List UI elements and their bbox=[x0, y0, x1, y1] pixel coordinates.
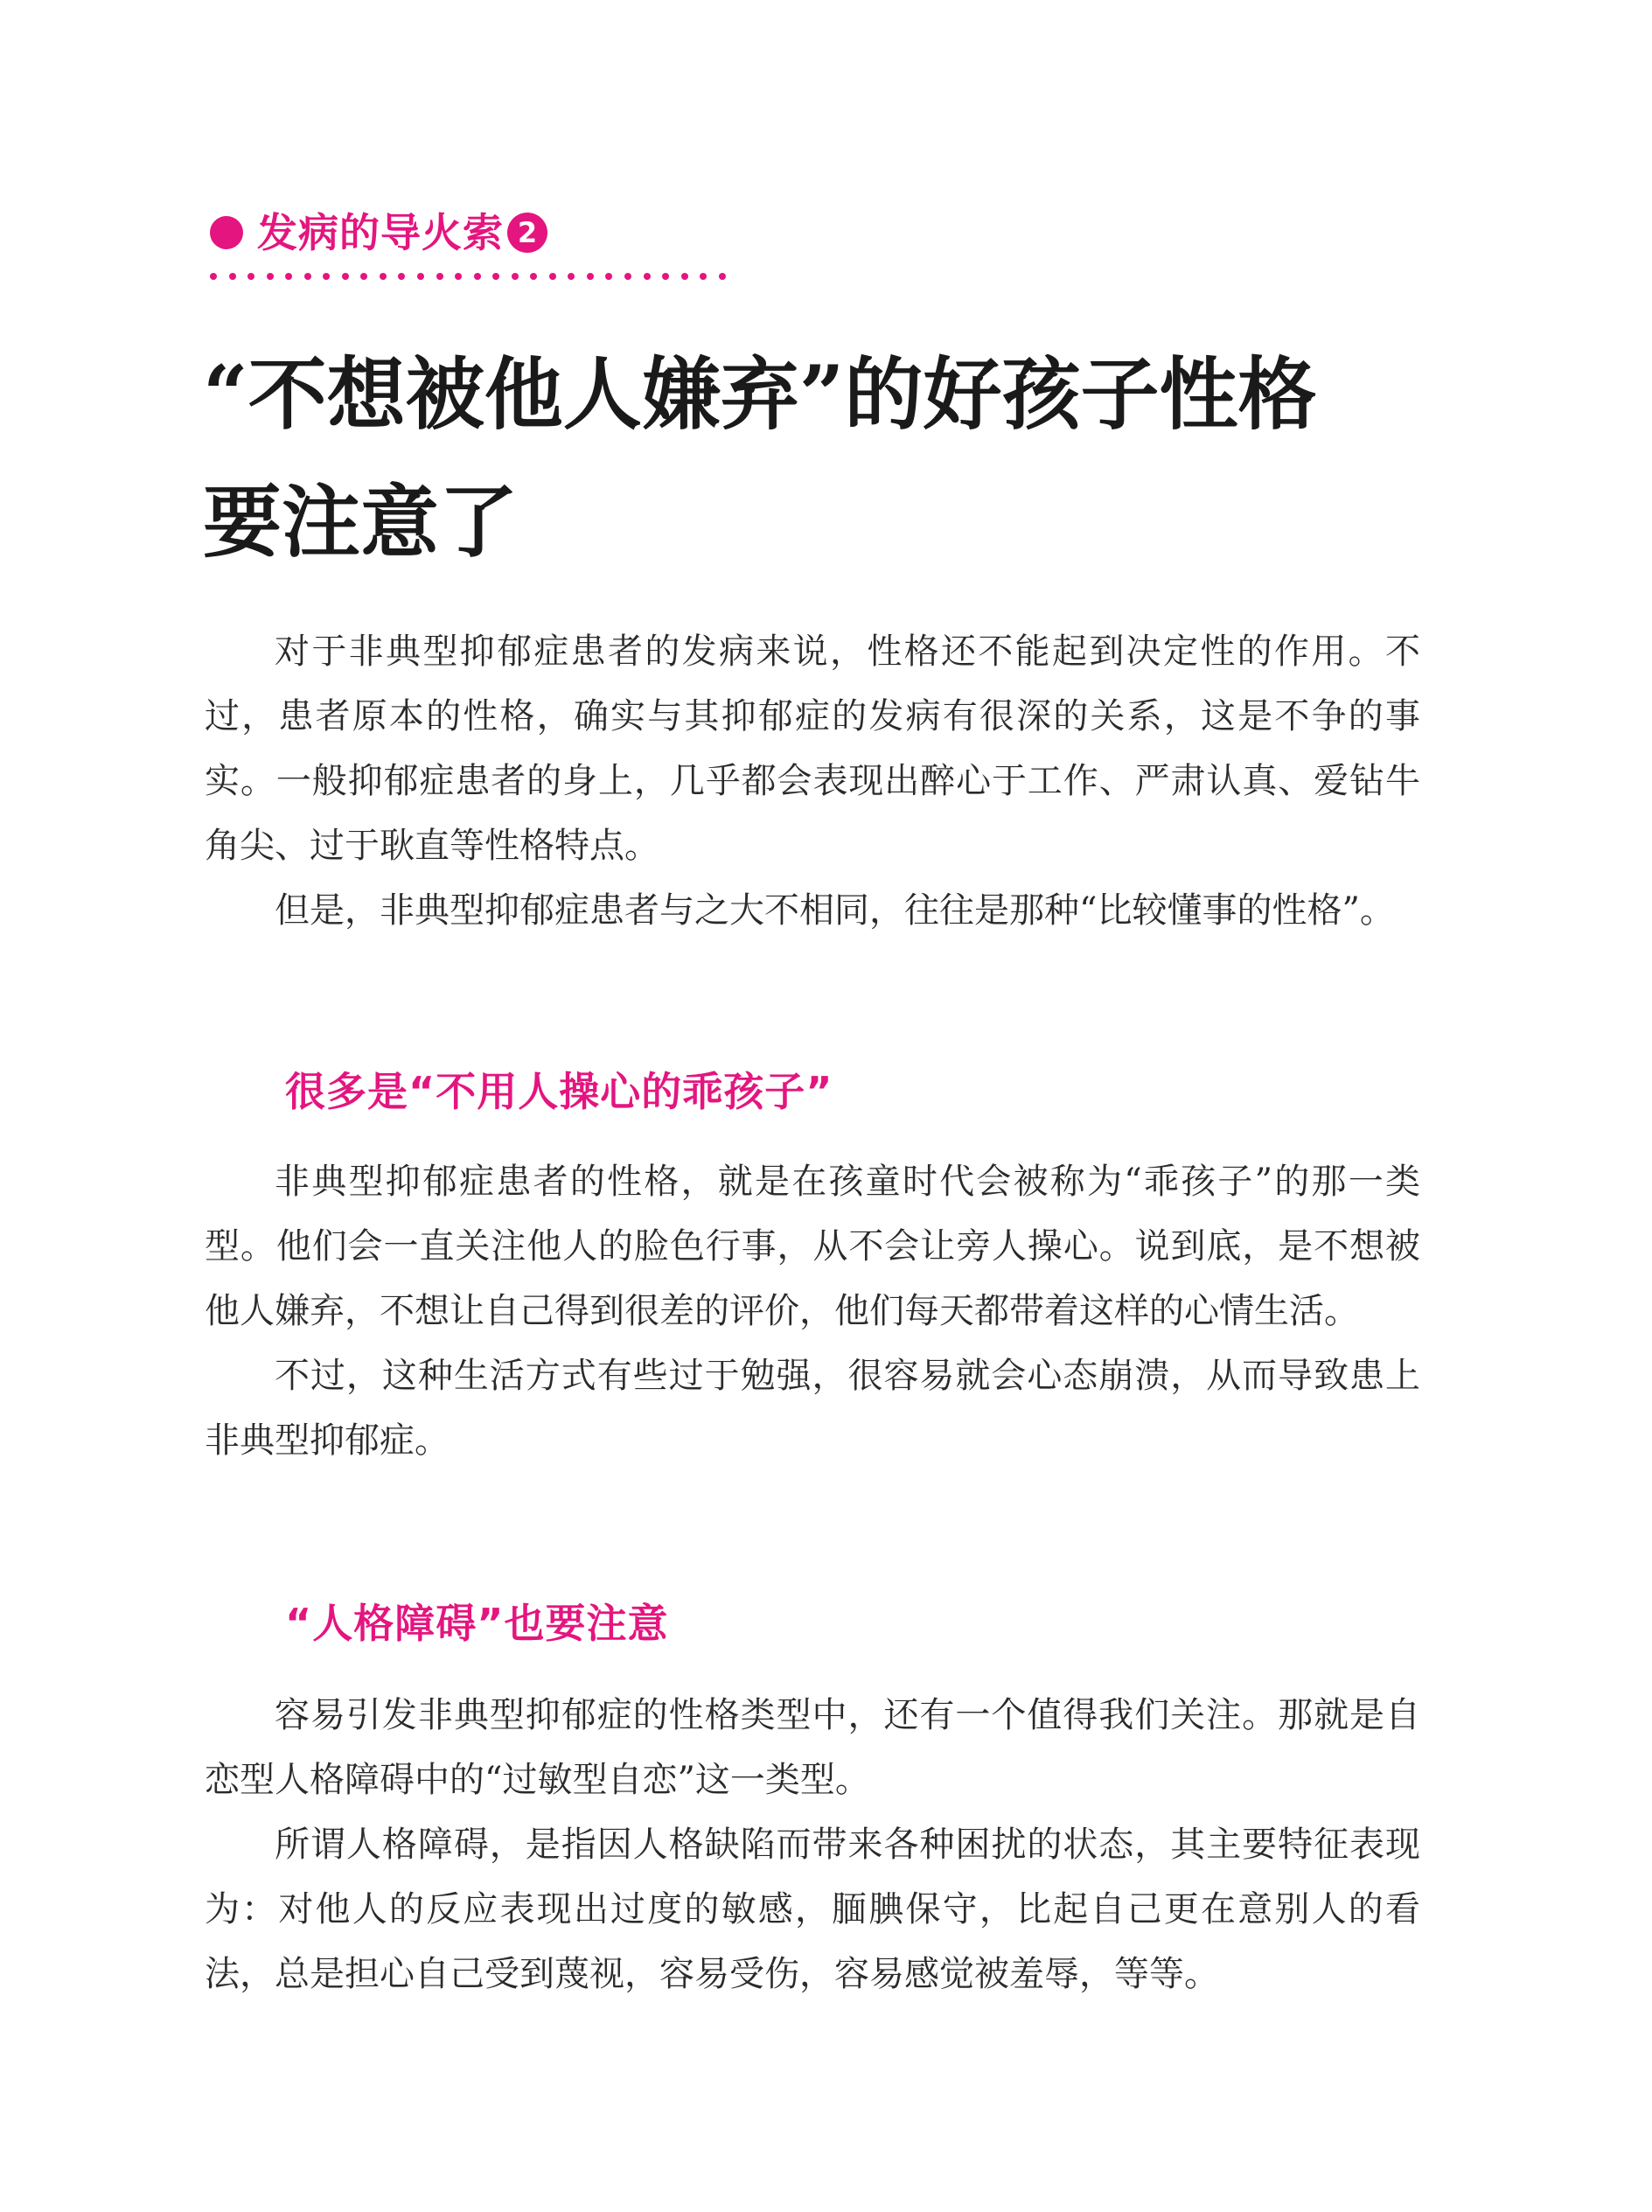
paragraph: 所谓人格障碍，是指因人格缺陷而带来各种困扰的状态，其主要特征表现为：对他人的反应表现出过度的敏感，腼腆保守，比起自己更在意别人的看法，总是担心自己受到蔑视，容易受伤，容易感觉被羞辱，等等。 bbox=[205, 1825, 1420, 1994]
paragraph: 但是，非典型抑郁症患者与之大不相同，往往是那种“比较懂事的性格”。 bbox=[275, 890, 1395, 931]
section-tag bbox=[210, 206, 547, 259]
paragraph: 容易引发非典型抑郁症的性格类型中，还有一个值得我们关注。那就是自恋型人格障碍中的“过敏型自恋”这一类型。 bbox=[205, 1695, 1420, 1800]
paragraph: 对于非典型抑郁症患者的发病来说，性格还不能起到决定性的作用。不过，患者原本的性格，确实与其抑郁症的发病有很深的关系，这是不争的事实。一般抑郁症患者的身上，几乎都会表现出醉心于工作、严肃认真、爱钻牛角尖、过于耿直等性格特点。 bbox=[205, 632, 1420, 866]
section2-text bbox=[205, 1683, 1420, 2006]
title-line-2: 要注意了 bbox=[203, 476, 518, 569]
section-number-badge: 2 bbox=[507, 213, 547, 253]
paragraph: 不过，这种生活方式有些过于勉强，很容易就会心态崩溃，从而导致患上非典型抑郁症。 bbox=[205, 1356, 1420, 1461]
title-line-1: “不想被他人嫌弃”的好孩子性格 bbox=[203, 348, 1317, 441]
bullet-dot-icon bbox=[210, 216, 243, 249]
page-title bbox=[203, 331, 1471, 586]
paragraph: 非典型抑郁症患者的性格，就是在孩童时代会被称为“乖孩子”的那一类型。他们会一直关注他人的脸色行事，从不会让旁人操心。说到底，是不想被他人嫌弃，不想让自己得到很差的评价，他们每天都带着这样的心情生活。 bbox=[205, 1162, 1420, 1331]
subheading-personality-disorder: “人格障碍”也要注意 bbox=[285, 1600, 669, 1647]
section1-text bbox=[205, 1149, 1420, 1473]
subheading-good-child: 很多是“不用人操心的乖孩子” bbox=[285, 1068, 833, 1115]
dotted-divider bbox=[210, 273, 726, 283]
intro-text bbox=[205, 619, 1420, 943]
section-label: 发病的导火索 bbox=[257, 209, 504, 256]
